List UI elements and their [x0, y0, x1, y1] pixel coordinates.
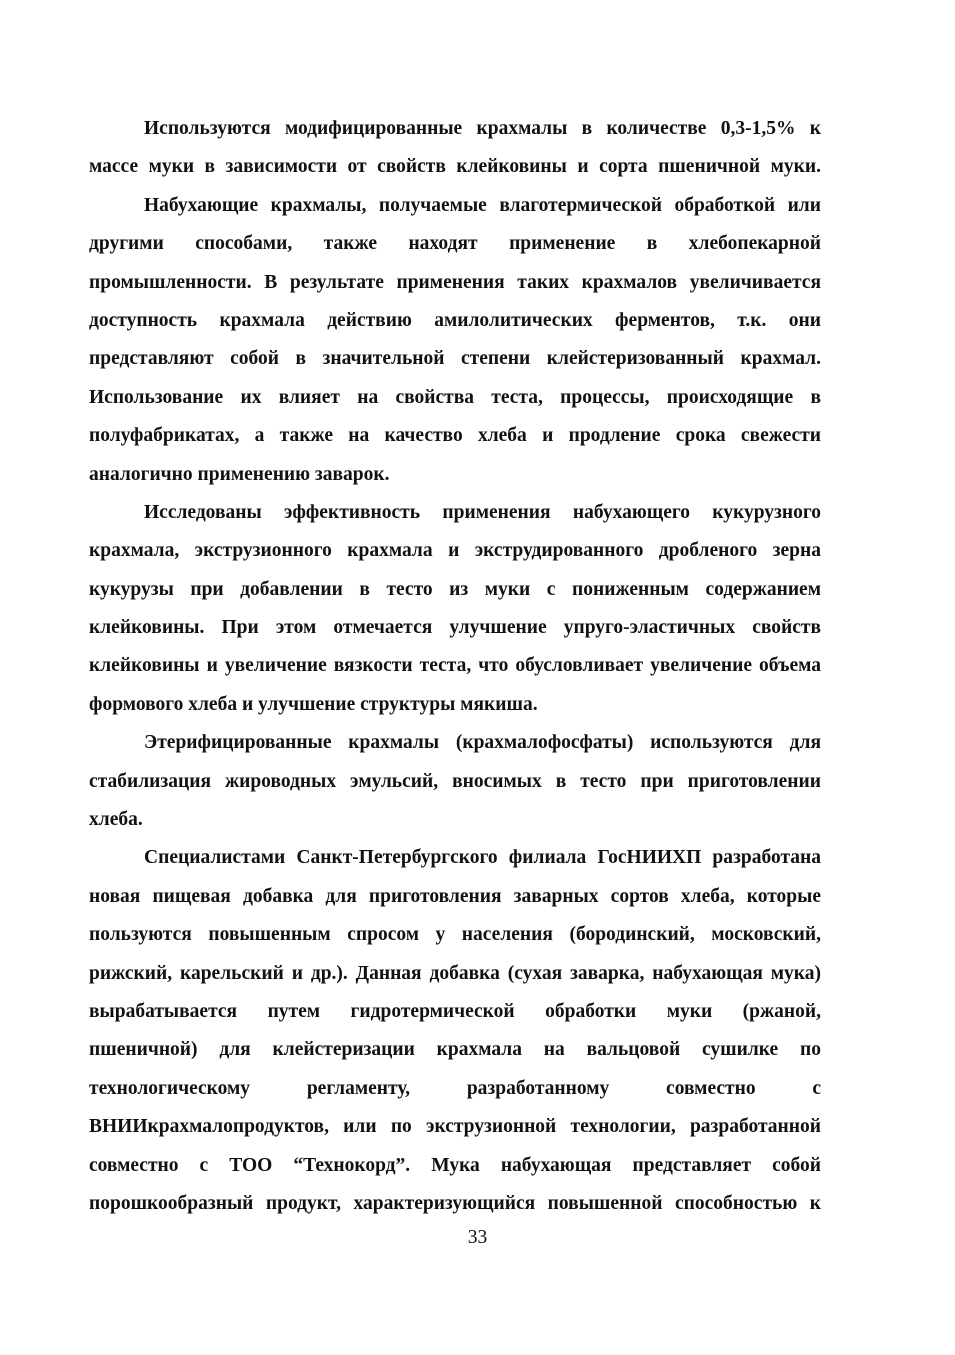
text-line: порошкообразный продукт, характеризующийся повышенной способностью к	[89, 1192, 821, 1214]
text-line: Специалистами Санкт-Петербургского филиала ГосНИИХП разработана	[144, 847, 821, 869]
text-line: формового хлеба и улучшение структуры мякиша.	[89, 693, 538, 715]
text-line: хлеба.	[89, 809, 143, 831]
text-line: Используются модифицированные крахмалы в количестве 0,3-1,5% к	[144, 118, 821, 139]
text-line: пшеничной) для клейстеризации крахмала на вальцовой сушилке по	[89, 1039, 821, 1061]
text-line: полуфабрикатах, а также на качество хлеба и продление срока свежести	[89, 425, 821, 447]
text-line: Набухающие крахмалы, получаемые влаготермической обработкой или	[144, 194, 821, 216]
text-line: стабилизация жироводных эмульсий, вносимых в тесто при приготовлении	[89, 770, 821, 792]
text-line: рижский, карельский и др.). Данная добавка (сухая заварка, набухающая мука)	[89, 962, 821, 984]
text-line: ВНИИкрахмалопродуктов, или по экструзионной технологии, разработанной	[89, 1116, 821, 1138]
text-line: представляют собой в значительной степени клейстеризованный крахмал.	[89, 348, 821, 370]
text-line: Этерифицированные крахмалы (крахмалофосфаты) используются для	[144, 732, 821, 754]
text-line: технологическому регламенту, разработанному совместно с	[89, 1077, 821, 1099]
text-line: пользуются повышенным спросом у населения (бородинский, московский,	[89, 924, 821, 946]
text-line: совместно с ТОО “Технокорд”. Мука набухающая представляет собой	[89, 1154, 821, 1176]
text-line: клейковины и увеличение вязкости теста, что обусловливает увеличение объема	[89, 655, 821, 677]
text-line: кукурузы при добавлении в тесто из муки с пониженным содержанием	[89, 578, 821, 600]
text-line: промышленности. В результате применения таких крахмалов увеличивается	[89, 271, 821, 293]
text-line: крахмала, экструзионного крахмала и экструдированного дробленого зерна	[89, 540, 821, 562]
text-line: доступность крахмала действию амилолитических ферментов, т.к. они	[89, 309, 821, 331]
text-line: новая пищевая добавка для приготовления заварных сортов хлеба, которые	[89, 885, 821, 907]
text-line: клейковины. При этом отмечается улучшение упруго-эластичных свойств	[89, 617, 821, 639]
text-line: аналогично применению заварок.	[89, 463, 390, 485]
text-line: Использование их влияет на свойства теста, процессы, происходящие в	[89, 386, 821, 408]
body-text	[89, 110, 821, 1223]
text-line: Исследованы эффективность применения набухающего кукурузного	[144, 501, 821, 523]
text-line: массе муки в зависимости от свойств клейковины и сорта пшеничной муки.	[89, 156, 821, 178]
text-line: другими способами, также находят применение в хлебопекарной	[89, 233, 821, 255]
page-number: 33	[467, 1227, 488, 1248]
text-line: вырабатывается путем гидротермической обработки муки (ржаной,	[89, 1000, 821, 1022]
